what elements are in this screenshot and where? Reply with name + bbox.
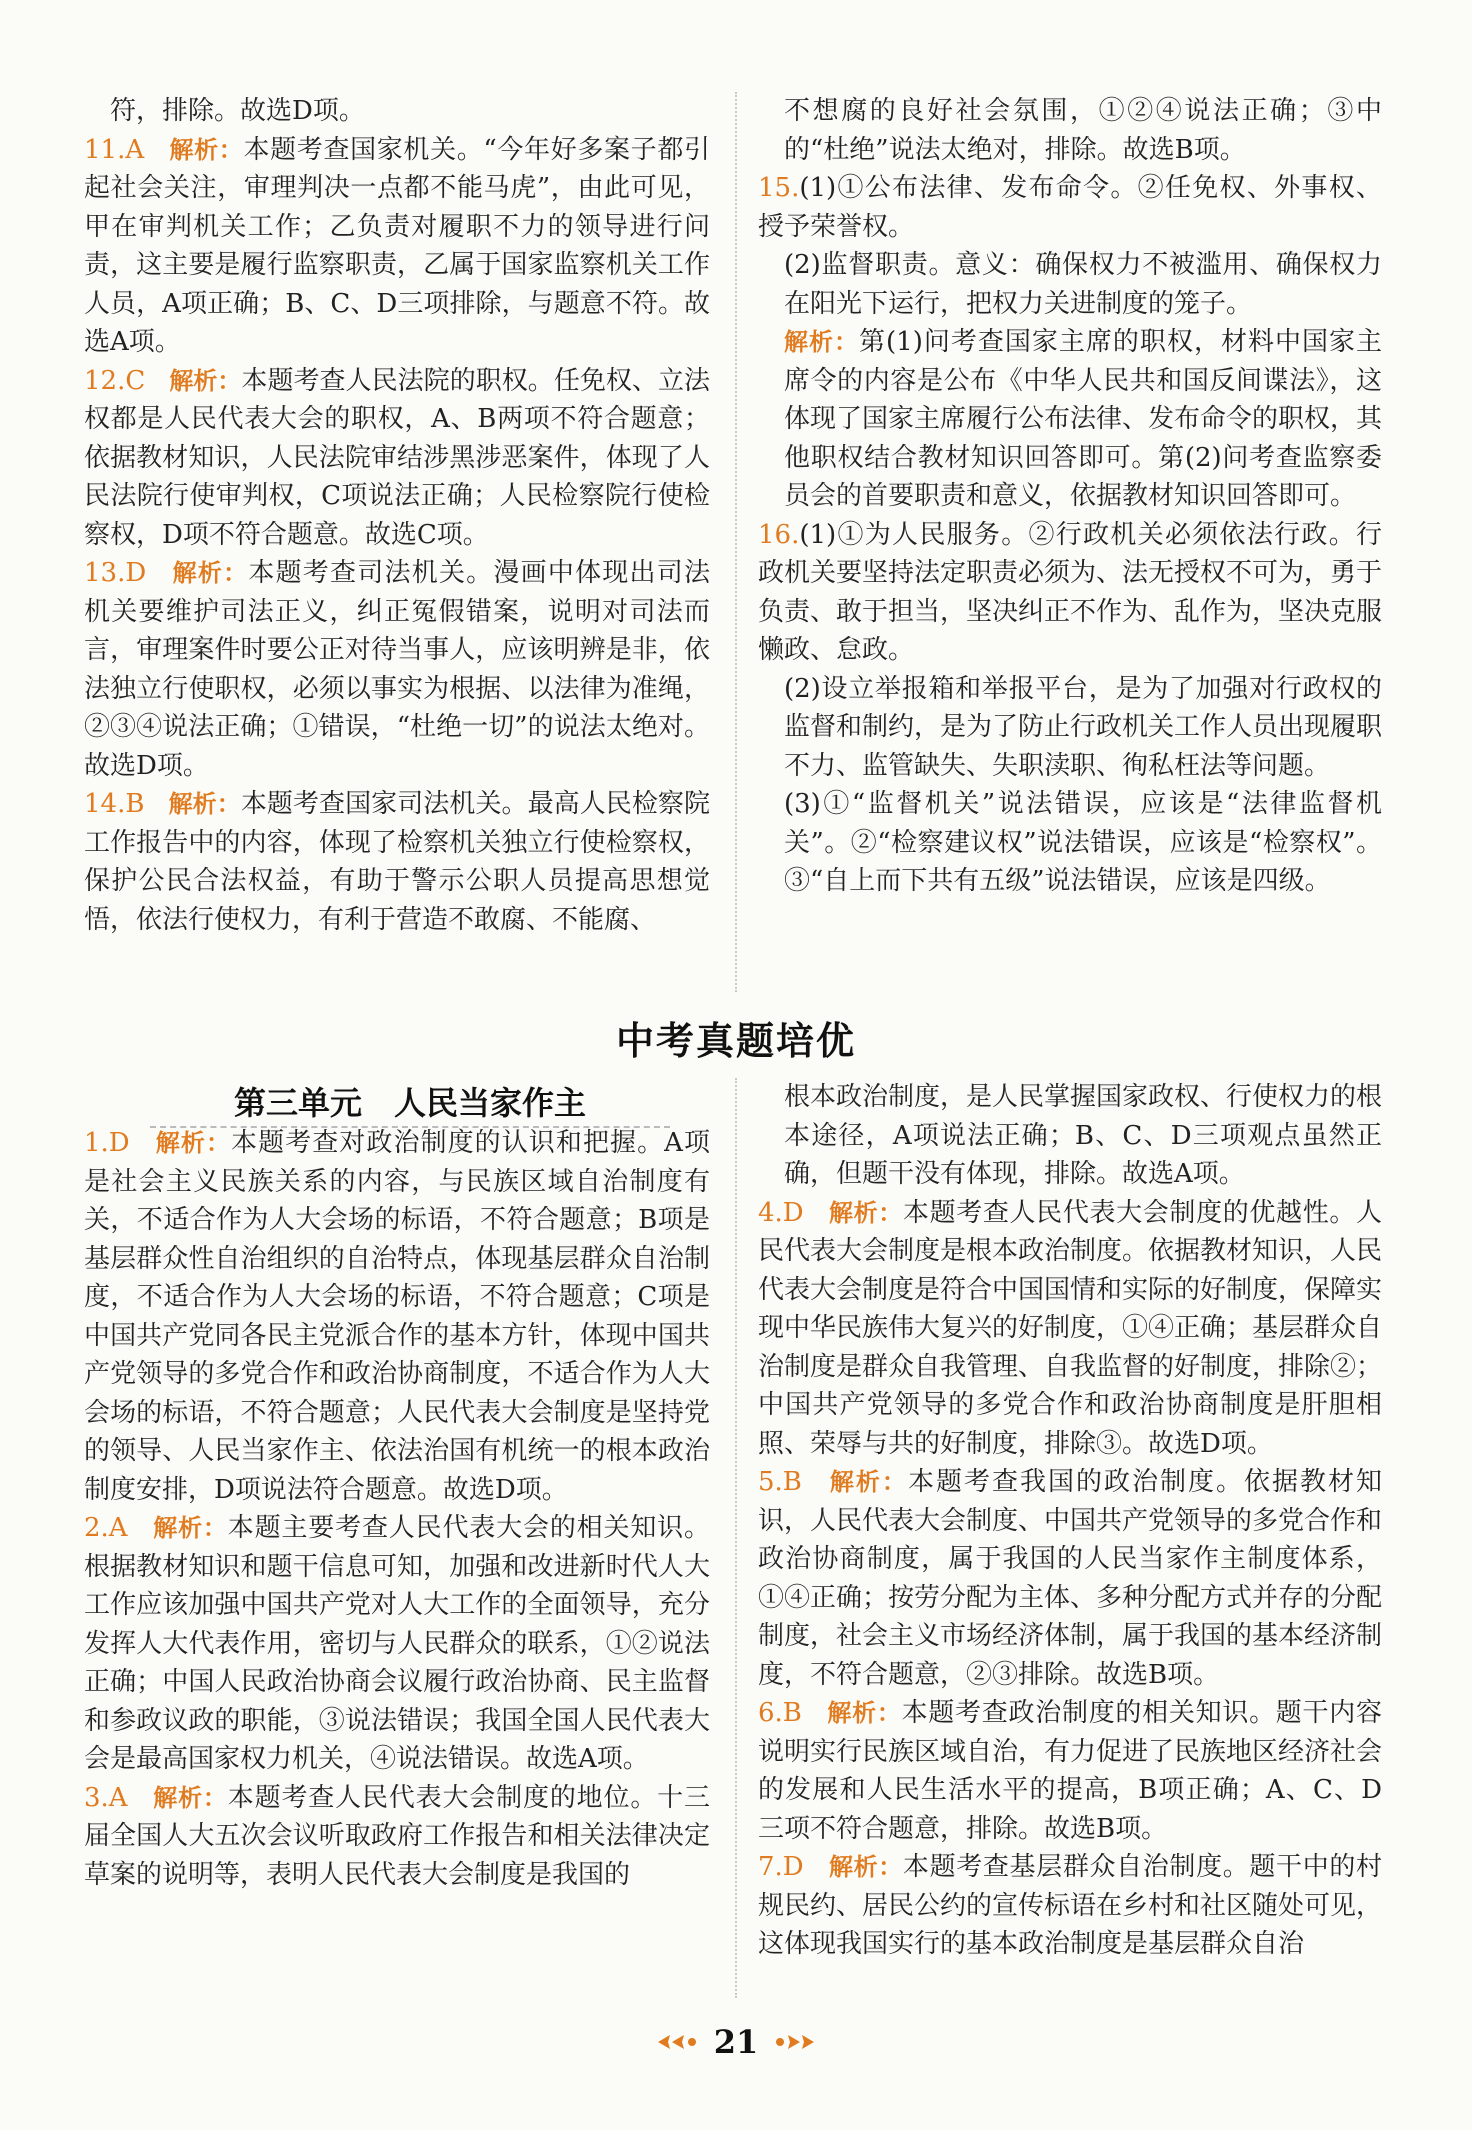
analysis-label: 解析： [127,1783,228,1812]
left-ornament-icon [656,2031,700,2053]
answer-text: 本题考查国家机关。“今年好多案子都引起社会关注，审理判决一点都不能马虎”，由此可见，甲在审判机关工作；乙负责对履职不力的领导进行问责，这主要是履行监察职责，乙属于国家监察机关工作人员，A项正确；B、C、D三项排除，与题意不符。故选A项。 [84,134,711,357]
answer-paragraph [758,1194,1382,1464]
analysis-label: 解析： [803,1198,903,1227]
answer-text: 本题考查人民代表大会制度的优越性。人民代表大会制度是根本政治制度。依据教材知识，人民代表大会制度是符合中国国情和实际的好制度，保障实现中华民族伟大复兴的好制度，①④正确；基层群众自治制度是群众自我管理、自我监督的好制度，排除②；中国共产党领导的多党合作和政治协商制度是肝胆相照、荣辱与共的好制度，排除③。故选D项。 [758,1197,1383,1459]
page-footer [0,2018,1472,2066]
question-number: 14.B [84,789,145,819]
question-number: 6.B [758,1698,802,1728]
answer-paragraph [84,1124,710,1509]
answer-text: (3)①“监督机关”说法错误，应该是“法律监督机关”。②“检察建议权”说法错误，应该是“检察权”。③“自上而下共有五级”说法错误，应该是四级。 [784,789,1382,896]
analysis-label: 解析： [146,559,249,587]
right-ornament-icon [772,2031,816,2053]
answer-text: 符，排除。故选D项。 [110,96,365,126]
column-divider-top [735,92,737,992]
answer-text: (1)①公布法律、发布命令。②任免权、外事权、授予荣誉权。 [758,173,1382,242]
analysis-label: 解析： [144,790,241,818]
answer-paragraph [758,785,1382,901]
question-number: 2.A [84,1513,128,1543]
answer-text: 本题考查人民法院的职权。任免权、立法权都是人民代表大会的职权，A、B两项不符合题意；依据教材知识，人民法院审结涉黑涉恶案件，体现了人民法院行使审判权，C项说法正确；人民检察院行使检察权，D项不符合题意。故选C项。 [84,365,710,550]
answer-text: 本题考查司法机关。漫画中体现出司法机关要维护司法正义，纠正冤假错案，说明对司法而言，审理案件时要公正对待当事人，应该明辨是非，依法独立行使职权，必须以事实为根据、以法律为准绳，②③④说法正确；①错误，“杜绝一切”的说法太绝对。故选D项。 [84,558,710,781]
answer-text: (2)设立举报箱和举报平台，是为了加强对行政权的监督和制约，是为了防止行政机关工作人员出现履职不力、监管缺失、失职渎职、徇私枉法等问题。 [784,673,1383,781]
analysis-label: 解析： [145,366,242,395]
answer-text: 本题主要考查人民代表大会的相关知识。根据教材知识和题干信息可知，加强和改进新时代人大工作应该加强中国共产党对人大工作的全面领导，充分发挥人大代表作用，密切与人民群众的联系，①②说法正确；中国人民政治协商会议履行政治协商、民主监督和参政议政的职能，③说法错误；我国全国人民代表大会是最高国家权力机关，④说法错误。故选A项。 [84,1513,710,1774]
answer-paragraph [84,1779,710,1895]
question-number: 15. [758,173,800,203]
answer-paragraph [758,1694,1382,1848]
right-column-bottom [758,1078,1382,1964]
analysis-label: 解析： [803,1853,903,1881]
answer-paragraph [84,1509,710,1779]
answer-text: 第(1)问考查国家主席的职权，材料中国家主席令的内容是公布《中华人民共和国反间谍法》，这体现了国家主席履行公布法律、发布命令的职权，其他职权结合教材知识回答即可。第(2)问考查监察委员会的首要职责和意义，依据教材知识回答即可。 [784,327,1383,511]
answer-text: 本题考查对政治制度的认识和把握。A项是社会主义民族关系的内容，与民族区域自治制度有关，不适合作为人大会场的标语，不符合题意；B项是基层群众性自治组织的自治特点，体现基层群众自治制度，不适合作为人大会场的标语，不符合题意；C项是中国共产党同各民主党派合作的基本方针，体现中国共产党领导的多党合作和政治协商制度，不适合作为人大会场的标语，不符合题意；人民代表大会制度是坚持党的领导、人民当家作主、依法治国有机统一的根本政治制度安排，D项说法符合题意。故选D项。 [84,1128,710,1505]
answer-text: (2)监督职责。意义：确保权力不被滥用、确保权力在阳光下运行，把权力关进制度的笼子。 [784,250,1382,319]
question-number: 12.C [84,365,146,396]
answer-text: 不想腐的良好社会氛围，①②④说法正确；③中的“杜绝”说法太绝对，排除。故选B项。 [784,96,1382,165]
answer-text: 本题考查我国的政治制度。依据教材知识，人民代表大会制度、中国共产党领导的多党合作和政治协商制度，属于我国的人民当家作主制度体系，①④正确；按劳分配为主体、多种分配方式并存的分配制度，社会主义市场经济体制，属于我国的基本经济制度，不符合题意，②③排除。故选B项。 [758,1467,1383,1690]
answer-paragraph [758,1848,1382,1964]
answer-text: 本题考查基层群众自治制度。题干中的村规民约、居民公约的宣传标语在乡村和社区随处可见，这体现我国实行的基本政治制度是基层群众自治 [758,1852,1383,1959]
answer-paragraph [758,1078,1382,1194]
answer-paragraph [84,554,710,785]
page-number: 21 [713,2023,759,2061]
question-number: 13.D [84,558,147,588]
analysis-label: 解析： [127,1514,228,1542]
unit-title-text: 第三单元 人民当家作主 [233,1084,586,1122]
analysis-label: 解析： [144,135,244,164]
answer-paragraph [84,131,710,362]
answer-paragraph [84,785,710,939]
question-number: 16. [758,519,800,550]
answer-text: 本题考查政治制度的相关知识。题干内容说明实行民族区域自治，有力促进了民族地区经济社会的发展和人民生活水平的提高，B项正确；A、C、D三项不符合题意，排除。故选B项。 [758,1698,1383,1844]
answer-text: 本题考查国家司法机关。最高人民检察院工作报告中的内容，体现了检察机关独立行使检察权，保护公民合法权益，有助于警示公职人员提高思想觉悟，依法行使权力，有利于营造不敢腐、不能腐、 [84,789,710,935]
answer-paragraph [758,92,1382,169]
section-title: 中考真题培优 [615,1019,856,1063]
answer-paragraph [84,92,710,131]
answer-paragraph [758,670,1382,786]
answer-paragraph [758,323,1382,516]
column-divider-bottom [735,1078,737,1998]
answer-paragraph [758,246,1382,323]
left-column-bottom [84,1124,710,1894]
answer-paragraph [758,1463,1382,1694]
analysis-label: 解析： [801,1468,908,1496]
answer-text: 根本政治制度，是人民掌握国家政权、行使权力的根本途径，A项说法正确；B、C、D三项观点虽然正确，但题干没有体现，排除。故选A项。 [784,1082,1383,1189]
answer-paragraph [84,362,710,555]
analysis-label: 解析： [801,1699,902,1727]
answer-text: 本题考查人民代表大会制度的地位。十三届全国人大五次会议听取政府工作报告和相关法律决定草案的说明等，表明人民代表大会制度是我国的 [84,1782,710,1890]
right-column-top [758,92,1382,901]
analysis-label: 解析： [129,1129,232,1157]
question-number: 5.B [758,1467,802,1497]
question-number: 7.D [758,1852,804,1882]
answer-paragraph [758,516,1382,670]
question-number: 1.D [84,1128,130,1158]
answer-paragraph [758,169,1382,246]
question-number: 4.D [758,1197,804,1228]
analysis-label: 解析： [784,328,860,356]
question-number: 11.A [84,134,145,165]
unit-title [100,1078,720,1128]
left-column-top [84,92,710,939]
question-number: 3.A [84,1782,128,1813]
answer-text: (1)①为人民服务。②行政机关必须依法行政。行政机关要坚持法定职责必须为、法无授权不可为，勇于负责、敢于担当，坚决纠正不作为、乱作为，坚决克服懒政、怠政。 [758,519,1383,665]
